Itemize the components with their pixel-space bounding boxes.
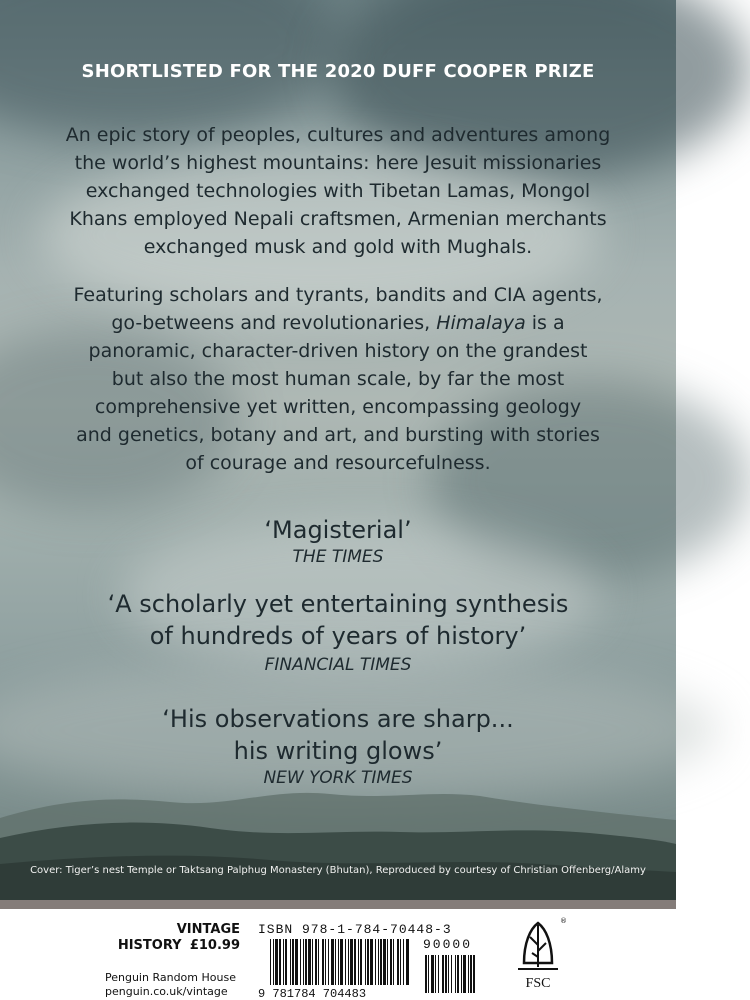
barcode-bar [322,939,324,985]
barcode-bar [470,955,472,993]
review-source-3: NEW YORK TIMES [263,768,413,788]
blurb-paragraph-1 [50,121,626,261]
blurb-line: An epic story of peoples, cultures and adventures among [65,124,611,146]
quote-line: ‘A scholarly yet entertaining synthesis [107,590,569,618]
barcode-bar [378,939,379,985]
quote-line: his writing glows’ [233,737,443,765]
review-source-1: THE TIMES [292,547,384,567]
divider-strip [0,900,676,909]
prize-banner: SHORTLISTED FOR THE 2020 DUFF COOPER PRIZE [81,61,595,82]
review-quote-2 [0,588,676,652]
blurb-line: and genetics, botany and art, and bursting with stories [76,424,600,446]
barcode-bar [431,955,434,993]
barcode-bar [455,955,456,993]
blurb-line: exchanged musk and gold with Mughals. [143,236,533,258]
barcode-bar [473,955,475,993]
blurb-text: is a [525,312,565,334]
barcode-bar [383,939,386,985]
barcode-bar [435,955,436,993]
barcode-bar [468,955,469,993]
imprint-name: VINTAGE [176,922,240,937]
blurb-line: but also the most human scale, by far the most [111,368,565,390]
blurb-line: comprehensive yet written, encompassing geology [94,396,582,418]
barcode-bar [375,939,376,985]
price-label: £10.99 [189,938,240,953]
publisher-block [105,971,236,999]
barcode-bar [340,939,343,985]
barcode-bar [425,955,427,993]
barcode-bar [295,939,298,985]
barcode-bar [358,939,359,985]
barcode-bar [312,939,313,985]
review-source-2: FINANCIAL TIMES [264,655,412,675]
fsc-label: FSC [525,976,551,991]
barcode-bar [303,939,304,985]
barcode-bar [365,939,366,985]
price-barcode [423,955,479,995]
barcode-bar [367,939,369,985]
barcode-bar [393,939,394,985]
barcode-bar [285,939,287,985]
barcode-bar [275,939,278,985]
quote-line: ‘His observations are sharp... [162,705,514,733]
barcode-bar [360,939,362,985]
imprint-block [118,922,240,954]
blurb-line [50,309,626,337]
barcode-bar [461,955,462,993]
quote-line: of hundreds of years of history’ [149,622,527,650]
isbn-label: ISBN 978-1-784-70448-3 [258,922,452,937]
book-title: Himalaya [436,312,526,334]
barcode-bar [390,939,392,985]
barcode-bar [335,939,336,985]
blurb-text: go-betweens and revolutionaries, [111,312,437,334]
barcode-bar [442,955,444,993]
barcode-bar [350,939,353,985]
blurb-line: panoramic, character-driven history on the grandest [88,340,588,362]
barcode-bar [387,939,388,985]
barcode-bar [292,939,294,985]
price-code-label: 90000 [423,937,473,952]
blurb-line: of courage and resourcefulness. [185,452,491,474]
barcode-bar [457,955,459,993]
publisher-name: Penguin Random House [105,971,236,984]
barcode-bar [338,939,339,985]
barcode-bar [448,955,449,993]
barcode-bar [451,955,452,993]
barcode-bar [283,939,284,985]
barcode-bar [273,939,274,985]
barcode-bar [370,939,373,985]
barcode-bar [270,939,271,985]
barcode-bar [400,939,401,985]
barcode-bar [325,939,326,985]
barcode-bar [331,939,334,985]
category-label: HISTORY [117,938,182,953]
barcode-bar [318,939,319,985]
barcode-bar [438,955,439,993]
barcode-bar [397,939,399,985]
review-quote-1: ‘Magisterial’ [264,516,412,544]
barcode-bar [300,939,301,985]
barcode-bar [380,939,382,985]
publisher-website: penguin.co.uk/vintage [105,985,228,998]
barcode-bar [315,939,317,985]
barcode-bar [463,955,466,993]
barcode-bar [308,939,311,985]
barcode-bar [279,939,281,985]
blurb-line: exchanged technologies with Tibetan Lamas, Mongol [85,180,591,202]
blurb-line: Featuring scholars and tyrants, bandits and CIA agents, [73,284,603,306]
fsc-logo [510,915,566,993]
cover-photo-credit: Cover: Tiger’s nest Temple or Taktsang Palphug Monastery (Bhutan), Reproduced by courtesy of Christian Offenberg/Alamy [30,865,646,876]
blurb-line: Khans employed Nepali craftsmen, Armenian merchants [69,208,607,230]
registered-mark: ® [560,917,567,925]
isbn-barcode [258,939,418,999]
barcode-bar [345,939,346,985]
barcode-bar [305,939,307,985]
blurb-paragraph-2 [50,281,626,477]
review-quote-3 [0,703,676,767]
barcode-bar [348,939,349,985]
barcode-bar [445,955,447,993]
barcode-bar [354,939,356,985]
barcode-bar [403,939,404,985]
barcode-bar [406,939,409,985]
footer-panel [0,909,676,1000]
barcode-bar [290,939,291,985]
barcode-bar [328,939,329,985]
barcode-bar [428,955,429,993]
barcode-number: 9 781784 704483 [258,987,367,1000]
blurb-line: the world’s highest mountains: here Jesuit missionaries [74,152,602,174]
